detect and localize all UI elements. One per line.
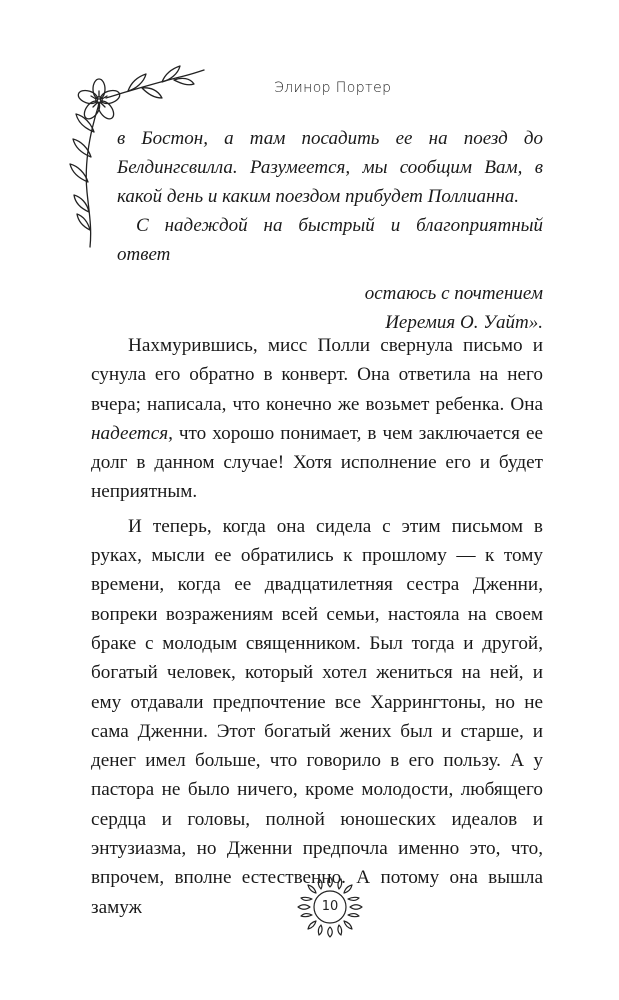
page-number: 10 (321, 898, 339, 914)
paragraph-text: Нахмурившись, мисс Полли свернула письмо и сунула его обратно в конверт. Она ответила на него вчера; написала, что конечно же возьмет ребенка. Она (91, 335, 543, 415)
letter-excerpt (117, 124, 543, 337)
letter-signature-greeting: остаюсь с почтением (364, 283, 543, 304)
body-text (91, 331, 543, 922)
paragraph-text: что хорошо понимает, в чем заключается ее долг в данном случае! Хотя исполнение его и будет неприятным. (91, 422, 543, 503)
emphasis: надеется, (91, 422, 173, 444)
running-head: Элинор Портер (274, 80, 392, 96)
paragraph (91, 331, 543, 507)
letter-signature-name: Иеремия О. Уайт». (385, 312, 543, 333)
letter-continuation: в Бостон, а там посадить ее на поезд до Белдингсвилла. Разумеется, мы сообщим Вам, в какой день и каким поездом прибудет Поллианна. (117, 128, 543, 207)
paragraph: И теперь, когда она сидела с этим письмом в руках, мысли ее обратились к прошлому — к тому времени, когда ее двадцатилетняя сестра Дженни, вопреки возражениям всей семьи, настояла на своем браке с молодым священником. Был тогда и другой, богатый человек, который хотел жениться на ней, и ему отдавали предпочтение все Харрингтоны, но не сама Дженни. Этот богатый жених был и старше, и денег имел больше, что говорило в его пользу. А у пастора не было ничего, кроме молодости, любящего сердца и головы, полной юношеских идеалов и энтузиазма, но Дженни предпочла именно это, что, впрочем, вполне естественно. А потому она вышла замуж (91, 515, 543, 918)
letter-closing: С надеждой на быстрый и благоприятный ответ (117, 215, 543, 265)
